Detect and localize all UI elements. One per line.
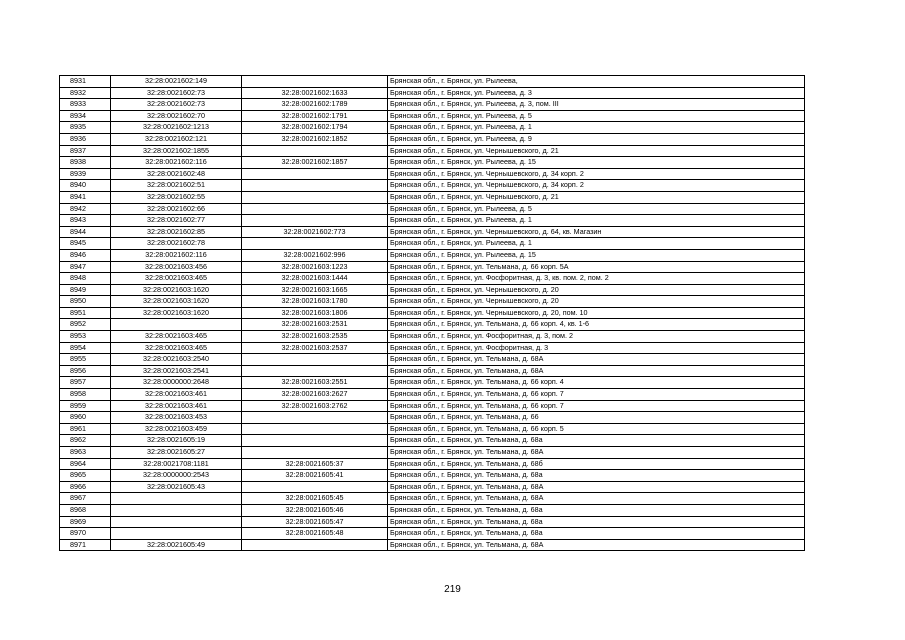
- table-row: [60, 354, 805, 366]
- cadastral-number-cell: 32:28:0021603:465: [111, 342, 242, 354]
- cadastral-number-cell: 32:28:0021602:85: [111, 226, 242, 238]
- row-number-cell: 8943: [60, 215, 111, 227]
- table-row: [60, 319, 805, 331]
- registry-table-body: [60, 76, 805, 551]
- cadastral-number-cell: 32:28:0021602:121: [111, 133, 242, 145]
- row-number-cell: 8936: [60, 133, 111, 145]
- cadastral-number-cell: 32:28:0021708:1181: [111, 458, 242, 470]
- table-row: [60, 377, 805, 389]
- row-number-cell: 8941: [60, 191, 111, 203]
- cadastral-number-cell: 32:28:0021603:461: [111, 389, 242, 401]
- cadastral-number-cell: 32:28:0021603:465: [111, 273, 242, 285]
- address-cell: Брянская обл., г. Брянск, ул. Тельмана, д. 66 корп. 5А: [388, 261, 805, 273]
- cadastral-number-cell: 32:28:0021605:19: [111, 435, 242, 447]
- cadastral-number-cell: 32:28:0021605:27: [111, 447, 242, 459]
- row-number-cell: 8946: [60, 249, 111, 261]
- address-cell: Брянская обл., г. Брянск, ул. Тельмана, д. 68А: [388, 365, 805, 377]
- address-cell: Брянская обл., г. Брянск, ул. Рылеева, д. 15: [388, 249, 805, 261]
- table-row: [60, 307, 805, 319]
- building-number-cell: [242, 447, 388, 459]
- address-cell: Брянская обл., г. Брянск, ул. Тельмана, д. 68а: [388, 470, 805, 482]
- table-row: [60, 122, 805, 134]
- table-row: [60, 400, 805, 412]
- row-number-cell: 8970: [60, 528, 111, 540]
- building-number-cell: 32:28:0021602:1789: [242, 99, 388, 111]
- address-cell: Брянская обл., г. Брянск, ул. Тельмана, д. 68б: [388, 458, 805, 470]
- table-row: [60, 99, 805, 111]
- address-cell: Брянская обл., г. Брянск, ул. Тельмана, д. 68а: [388, 435, 805, 447]
- address-cell: Брянская обл., г. Брянск, ул. Рылеева, д. 1: [388, 215, 805, 227]
- row-number-cell: 8949: [60, 284, 111, 296]
- building-number-cell: 32:28:0021605:46: [242, 504, 388, 516]
- cadastral-number-cell: 32:28:0021602:51: [111, 180, 242, 192]
- cadastral-number-cell: 32:28:0021605:43: [111, 481, 242, 493]
- table-row: [60, 168, 805, 180]
- cadastral-number-cell: 32:28:0021603:456: [111, 261, 242, 273]
- row-number-cell: 8959: [60, 400, 111, 412]
- building-number-cell: 32:28:0021603:2551: [242, 377, 388, 389]
- row-number-cell: 8942: [60, 203, 111, 215]
- row-number-cell: 8951: [60, 307, 111, 319]
- table-row: [60, 284, 805, 296]
- building-number-cell: 32:28:0021602:1852: [242, 133, 388, 145]
- building-number-cell: [242, 145, 388, 157]
- table-row: [60, 87, 805, 99]
- row-number-cell: 8962: [60, 435, 111, 447]
- table-row: [60, 435, 805, 447]
- cadastral-number-cell: [111, 319, 242, 331]
- address-cell: Брянская обл., г. Брянск, ул. Тельмана, д. 68А: [388, 539, 805, 551]
- address-cell: Брянская обл., г. Брянск, ул. Тельмана, д. 68А: [388, 354, 805, 366]
- row-number-cell: 8931: [60, 76, 111, 88]
- row-number-cell: 8944: [60, 226, 111, 238]
- building-number-cell: 32:28:0021605:41: [242, 470, 388, 482]
- building-number-cell: [242, 76, 388, 88]
- address-cell: Брянская обл., г. Брянск, ул. Рылеева, д. 3: [388, 87, 805, 99]
- cadastral-number-cell: 32:28:0021602:66: [111, 203, 242, 215]
- address-cell: Брянская обл., г. Брянск, ул. Тельмана, д. 68а: [388, 516, 805, 528]
- table-row: [60, 331, 805, 343]
- table-row: [60, 528, 805, 540]
- building-number-cell: 32:28:0021602:1794: [242, 122, 388, 134]
- table-row: [60, 145, 805, 157]
- row-number-cell: 8934: [60, 110, 111, 122]
- cadastral-number-cell: [111, 528, 242, 540]
- row-number-cell: 8954: [60, 342, 111, 354]
- building-number-cell: [242, 354, 388, 366]
- address-cell: Брянская обл., г. Брянск, ул. Фосфоритная, д. 3: [388, 342, 805, 354]
- cadastral-number-cell: 32:28:0021602:116: [111, 157, 242, 169]
- cadastral-number-cell: 32:28:0000000:2648: [111, 377, 242, 389]
- table-row: [60, 273, 805, 285]
- cadastral-number-cell: 32:28:0021602:1855: [111, 145, 242, 157]
- table-row: [60, 157, 805, 169]
- cadastral-number-cell: [111, 493, 242, 505]
- building-number-cell: 32:28:0021603:2627: [242, 389, 388, 401]
- table-row: [60, 133, 805, 145]
- table-row: [60, 423, 805, 435]
- building-number-cell: 32:28:0021603:2535: [242, 331, 388, 343]
- cadastral-number-cell: 32:28:0021603:2541: [111, 365, 242, 377]
- table-row: [60, 470, 805, 482]
- row-number-cell: 8947: [60, 261, 111, 273]
- building-number-cell: 32:28:0021603:1444: [242, 273, 388, 285]
- building-number-cell: 32:28:0021605:45: [242, 493, 388, 505]
- cadastral-number-cell: 32:28:0021603:1620: [111, 284, 242, 296]
- address-cell: Брянская обл., г. Брянск, ул. Чернышевского, д. 64, кв. Магазин: [388, 226, 805, 238]
- address-cell: Брянская обл., г. Брянск, ул. Фосфоритная, д. 3, пом. 2: [388, 331, 805, 343]
- building-number-cell: 32:28:0021603:2762: [242, 400, 388, 412]
- building-number-cell: 32:28:0021602:1857: [242, 157, 388, 169]
- building-number-cell: 32:28:0021603:2537: [242, 342, 388, 354]
- address-cell: Брянская обл., г. Брянск, ул. Рылеева, д. 9: [388, 133, 805, 145]
- cadastral-number-cell: 32:28:0021603:1620: [111, 307, 242, 319]
- building-number-cell: [242, 215, 388, 227]
- table-row: [60, 481, 805, 493]
- building-number-cell: 32:28:0021602:773: [242, 226, 388, 238]
- building-number-cell: 32:28:0021603:1223: [242, 261, 388, 273]
- cadastral-number-cell: [111, 516, 242, 528]
- building-number-cell: 32:28:0021603:1806: [242, 307, 388, 319]
- building-number-cell: 32:28:0021605:47: [242, 516, 388, 528]
- table-row: [60, 226, 805, 238]
- address-cell: Брянская обл., г. Брянск, ул. Чернышевского, д. 34 корп. 2: [388, 180, 805, 192]
- cadastral-number-cell: 32:28:0021602:70: [111, 110, 242, 122]
- cadastral-number-cell: 32:28:0021603:459: [111, 423, 242, 435]
- building-number-cell: 32:28:0021603:2531: [242, 319, 388, 331]
- cadastral-number-cell: 32:28:0021602:73: [111, 87, 242, 99]
- row-number-cell: 8955: [60, 354, 111, 366]
- address-cell: Брянская обл., г. Брянск, ул. Тельмана, д. 68а: [388, 528, 805, 540]
- row-number-cell: 8961: [60, 423, 111, 435]
- row-number-cell: 8956: [60, 365, 111, 377]
- address-cell: Брянская обл., г. Брянск, ул. Рылеева, д. 5: [388, 203, 805, 215]
- row-number-cell: 8950: [60, 296, 111, 308]
- building-number-cell: [242, 168, 388, 180]
- row-number-cell: 8969: [60, 516, 111, 528]
- address-cell: Брянская обл., г. Брянск, ул. Чернышевского, д. 20: [388, 296, 805, 308]
- cadastral-number-cell: 32:28:0000000:2543: [111, 470, 242, 482]
- building-number-cell: [242, 481, 388, 493]
- table-row: [60, 458, 805, 470]
- row-number-cell: 8948: [60, 273, 111, 285]
- address-cell: Брянская обл., г. Брянск, ул. Чернышевского, д. 20: [388, 284, 805, 296]
- row-number-cell: 8953: [60, 331, 111, 343]
- table-row: [60, 191, 805, 203]
- row-number-cell: 8932: [60, 87, 111, 99]
- address-cell: Брянская обл., г. Брянск, ул. Рылеева, д. 5: [388, 110, 805, 122]
- row-number-cell: 8939: [60, 168, 111, 180]
- table-row: [60, 215, 805, 227]
- cadastral-number-cell: 32:28:0021602:116: [111, 249, 242, 261]
- page-number: 219: [444, 584, 461, 595]
- address-cell: Брянская обл., г. Брянск, ул. Тельмана, д. 66 корп. 4: [388, 377, 805, 389]
- building-number-cell: [242, 365, 388, 377]
- building-number-cell: [242, 423, 388, 435]
- table-row: [60, 539, 805, 551]
- address-cell: Брянская обл., г. Брянск, ул. Тельмана, д. 66 корп. 5: [388, 423, 805, 435]
- table-row: [60, 238, 805, 250]
- row-number-cell: 8958: [60, 389, 111, 401]
- table-row: [60, 365, 805, 377]
- table-row: [60, 342, 805, 354]
- row-number-cell: 8964: [60, 458, 111, 470]
- building-number-cell: 32:28:0021602:1791: [242, 110, 388, 122]
- building-number-cell: 32:28:0021605:37: [242, 458, 388, 470]
- building-number-cell: 32:28:0021602:996: [242, 249, 388, 261]
- cadastral-number-cell: 32:28:0021602:73: [111, 99, 242, 111]
- building-number-cell: 32:28:0021602:1633: [242, 87, 388, 99]
- address-cell: Брянская обл., г. Брянск, ул. Тельмана, д. 68А: [388, 447, 805, 459]
- row-number-cell: 8938: [60, 157, 111, 169]
- cadastral-number-cell: 32:28:0021602:55: [111, 191, 242, 203]
- cadastral-number-cell: 32:28:0021603:2540: [111, 354, 242, 366]
- address-cell: Брянская обл., г. Брянск, ул. Тельмана, д. 66: [388, 412, 805, 424]
- address-cell: Брянская обл., г. Брянск, ул. Тельмана, д. 68А: [388, 481, 805, 493]
- cadastral-number-cell: 32:28:0021603:465: [111, 331, 242, 343]
- address-cell: Брянская обл., г. Брянск, ул. Тельмана, д. 68А: [388, 493, 805, 505]
- address-cell: Брянская обл., г. Брянск, ул. Чернышевского, д. 21: [388, 145, 805, 157]
- building-number-cell: [242, 180, 388, 192]
- table-row: [60, 447, 805, 459]
- row-number-cell: 8963: [60, 447, 111, 459]
- address-cell: Брянская обл., г. Брянск, ул. Рылеева, д. 1: [388, 238, 805, 250]
- building-number-cell: [242, 435, 388, 447]
- cadastral-number-cell: 32:28:0021603:453: [111, 412, 242, 424]
- building-number-cell: [242, 539, 388, 551]
- building-number-cell: 32:28:0021603:1665: [242, 284, 388, 296]
- address-cell: Брянская обл., г. Брянск, ул. Тельмана, д. 68а: [388, 504, 805, 516]
- table-row: [60, 261, 805, 273]
- building-number-cell: [242, 191, 388, 203]
- cadastral-number-cell: 32:28:0021602:77: [111, 215, 242, 227]
- row-number-cell: 8952: [60, 319, 111, 331]
- address-cell: Брянская обл., г. Брянск, ул. Рылеева, д. 15: [388, 157, 805, 169]
- table-row: [60, 389, 805, 401]
- cadastral-number-cell: 32:28:0021603:1620: [111, 296, 242, 308]
- row-number-cell: 8967: [60, 493, 111, 505]
- row-number-cell: 8957: [60, 377, 111, 389]
- building-number-cell: 32:28:0021603:1780: [242, 296, 388, 308]
- building-number-cell: 32:28:0021605:48: [242, 528, 388, 540]
- table-row: [60, 203, 805, 215]
- row-number-cell: 8940: [60, 180, 111, 192]
- address-cell: Брянская обл., г. Брянск, ул. Чернышевского, д. 20, пом. 10: [388, 307, 805, 319]
- cadastral-number-cell: [111, 504, 242, 516]
- address-cell: Брянская обл., г. Брянск, ул. Тельмана, д. 66 корп. 7: [388, 400, 805, 412]
- cadastral-number-cell: 32:28:0021602:48: [111, 168, 242, 180]
- cadastral-number-cell: 32:28:0021602:1213: [111, 122, 242, 134]
- table-row: [60, 412, 805, 424]
- row-number-cell: 8966: [60, 481, 111, 493]
- row-number-cell: 8971: [60, 539, 111, 551]
- building-number-cell: [242, 238, 388, 250]
- table-row: [60, 249, 805, 261]
- table-row: [60, 180, 805, 192]
- row-number-cell: 8960: [60, 412, 111, 424]
- table-row: [60, 296, 805, 308]
- address-cell: Брянская обл., г. Брянск, ул. Фосфоритная, д. 3, кв. пом. 2, пом. 2: [388, 273, 805, 285]
- row-number-cell: 8945: [60, 238, 111, 250]
- address-cell: Брянская обл., г. Брянск, ул. Рылеева, д. 1: [388, 122, 805, 134]
- row-number-cell: 8937: [60, 145, 111, 157]
- building-number-cell: [242, 203, 388, 215]
- cadastral-number-cell: 32:28:0021603:461: [111, 400, 242, 412]
- table-row: [60, 516, 805, 528]
- cadastral-number-cell: 32:28:0021602:149: [111, 76, 242, 88]
- table-row: [60, 110, 805, 122]
- table-row: [60, 76, 805, 88]
- row-number-cell: 8965: [60, 470, 111, 482]
- cadastral-number-cell: 32:28:0021605:49: [111, 539, 242, 551]
- table-row: [60, 504, 805, 516]
- row-number-cell: 8968: [60, 504, 111, 516]
- address-cell: Брянская обл., г. Брянск, ул. Чернышевского, д. 21: [388, 191, 805, 203]
- address-cell: Брянская обл., г. Брянск, ул. Рылеева,: [388, 76, 805, 88]
- building-number-cell: [242, 412, 388, 424]
- row-number-cell: 8935: [60, 122, 111, 134]
- address-cell: Брянская обл., г. Брянск, ул. Рылеева, д. 3, пом. III: [388, 99, 805, 111]
- address-cell: Брянская обл., г. Брянск, ул. Тельмана, д. 66 корп. 4, кв. 1-6: [388, 319, 805, 331]
- address-cell: Брянская обл., г. Брянск, ул. Тельмана, д. 66 корп. 7: [388, 389, 805, 401]
- cadastral-number-cell: 32:28:0021602:78: [111, 238, 242, 250]
- table-row: [60, 493, 805, 505]
- registry-table: [59, 75, 805, 551]
- address-cell: Брянская обл., г. Брянск, ул. Чернышевского, д. 34 корп. 2: [388, 168, 805, 180]
- row-number-cell: 8933: [60, 99, 111, 111]
